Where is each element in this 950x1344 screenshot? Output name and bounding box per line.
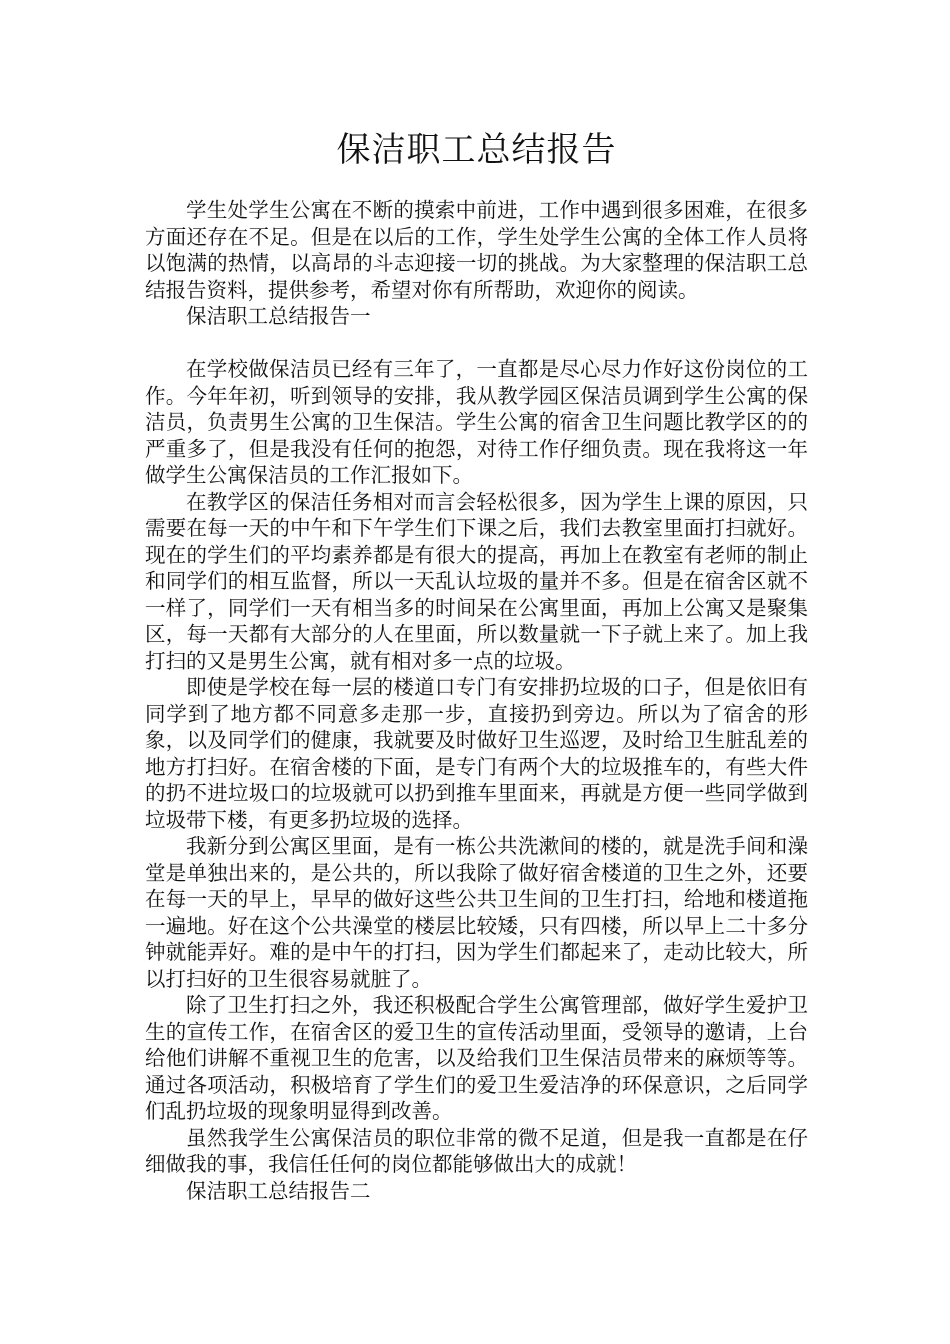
blank-line [145, 330, 808, 357]
document-title: 保洁职工总结报告 [336, 130, 617, 170]
body-paragraph: 虽然我学生公寓保洁员的职位非常的微不足道，但是我一直都是在仔细做我的事，我信任任何的岗位都能够做出大的成就！ [145, 1125, 808, 1176]
intro-paragraph: 学生处学生公寓在不断的摸索中前进，工作中遇到很多困难，在很多方面还存在不足。但是在以后的工作，学生处学生公寓的全体工作人员将以饱满的热情，以高昂的斗志迎接一切的挑战。为大家整理的保洁职工总结报告资料，提供参考，希望对你有所帮助，欢迎你的阅读。 [145, 198, 808, 302]
body-paragraph: 即使是学校在每一层的楼道口专门有安排扔垃圾的口子，但是依旧有同学到了地方都不同意多走那一步，直接扔到旁边。所以为了宿舍的形象，以及同学们的健康，我就要及时做好卫生巡逻，及时给卫生脏乱差的地方打扫好。在宿舍楼的下面，是专门有两个大的垃圾推车的，有些大件的扔不进垃圾口的垃圾就可以扔到推车里面来，再就是方便一些同学做到垃圾带下楼，有更多扔垃圾的选择。 [145, 675, 808, 832]
document-body [145, 197, 808, 1204]
document-page [145, 0, 808, 1344]
body-paragraph: 除了卫生打扫之外，我还积极配合学生公寓管理部，做好学生爱护卫生的宣传工作，在宿舍区的爱卫生的宣传活动里面，受领导的邀请，上台给他们讲解不重视卫生的危害，以及给我们卫生保洁员带来的麻烦等等。通过各项活动，积极培育了学生们的爱卫生爱洁净的环保意识，之后同学们乱扔垃圾的现象明显得到改善。 [145, 993, 808, 1123]
body-paragraph: 在教学区的保洁任务相对而言会轻松很多，因为学生上课的原因，只需要在每一天的中午和下午学生们下课之后，我们去教室里面打扫就好。现在的学生们的平均素养都是有很大的提高，再加上在教室有老师的制止和同学们的相互监督，所以一天乱认垃圾的量并不多。但是在宿舍区就不一样了，同学们一天有相当多的时间呆在公寓里面，再加上公寓又是聚集区，每一天都有大部分的人在里面，所以数量就一下子就上来了。加上我打扫的又是男生公寓，就有相对多一点的垃圾。 [145, 489, 808, 673]
body-paragraph: 在学校做保洁员已经有三年了，一直都是尽心尽力作好这份岗位的工作。今年年初，听到领导的安排，我从教学园区保洁员调到学生公寓的保洁员，负责男生公寓的卫生保洁。学生公寓的宿舍卫生问题比教学区的的严重多了，但是我没有任何的抱怨，对待工作仔细负责。现在我将这一年做学生公寓保洁员的工作汇报如下。 [145, 357, 808, 487]
body-paragraph: 我新分到公寓区里面，是有一栋公共洗漱间的楼的，就是洗手间和澡堂是单独出来的，是公共的，所以我除了做好宿舍楼道的卫生之外，还要在每一天的早上，早早的做好这些公共卫生间的卫生打扫，给地和楼道拖一遍地。好在这个公共澡堂的楼层比较矮，只有四楼，所以早上二十多分钟就能弄好。难的是中午的打扫，因为学生们都起来了，走动比较大，所以打扫好的卫生很容易就脏了。 [145, 834, 808, 991]
section-heading-one: 保洁职工总结报告一 [186, 304, 371, 328]
section-heading-two: 保洁职工总结报告二 [186, 1178, 371, 1203]
